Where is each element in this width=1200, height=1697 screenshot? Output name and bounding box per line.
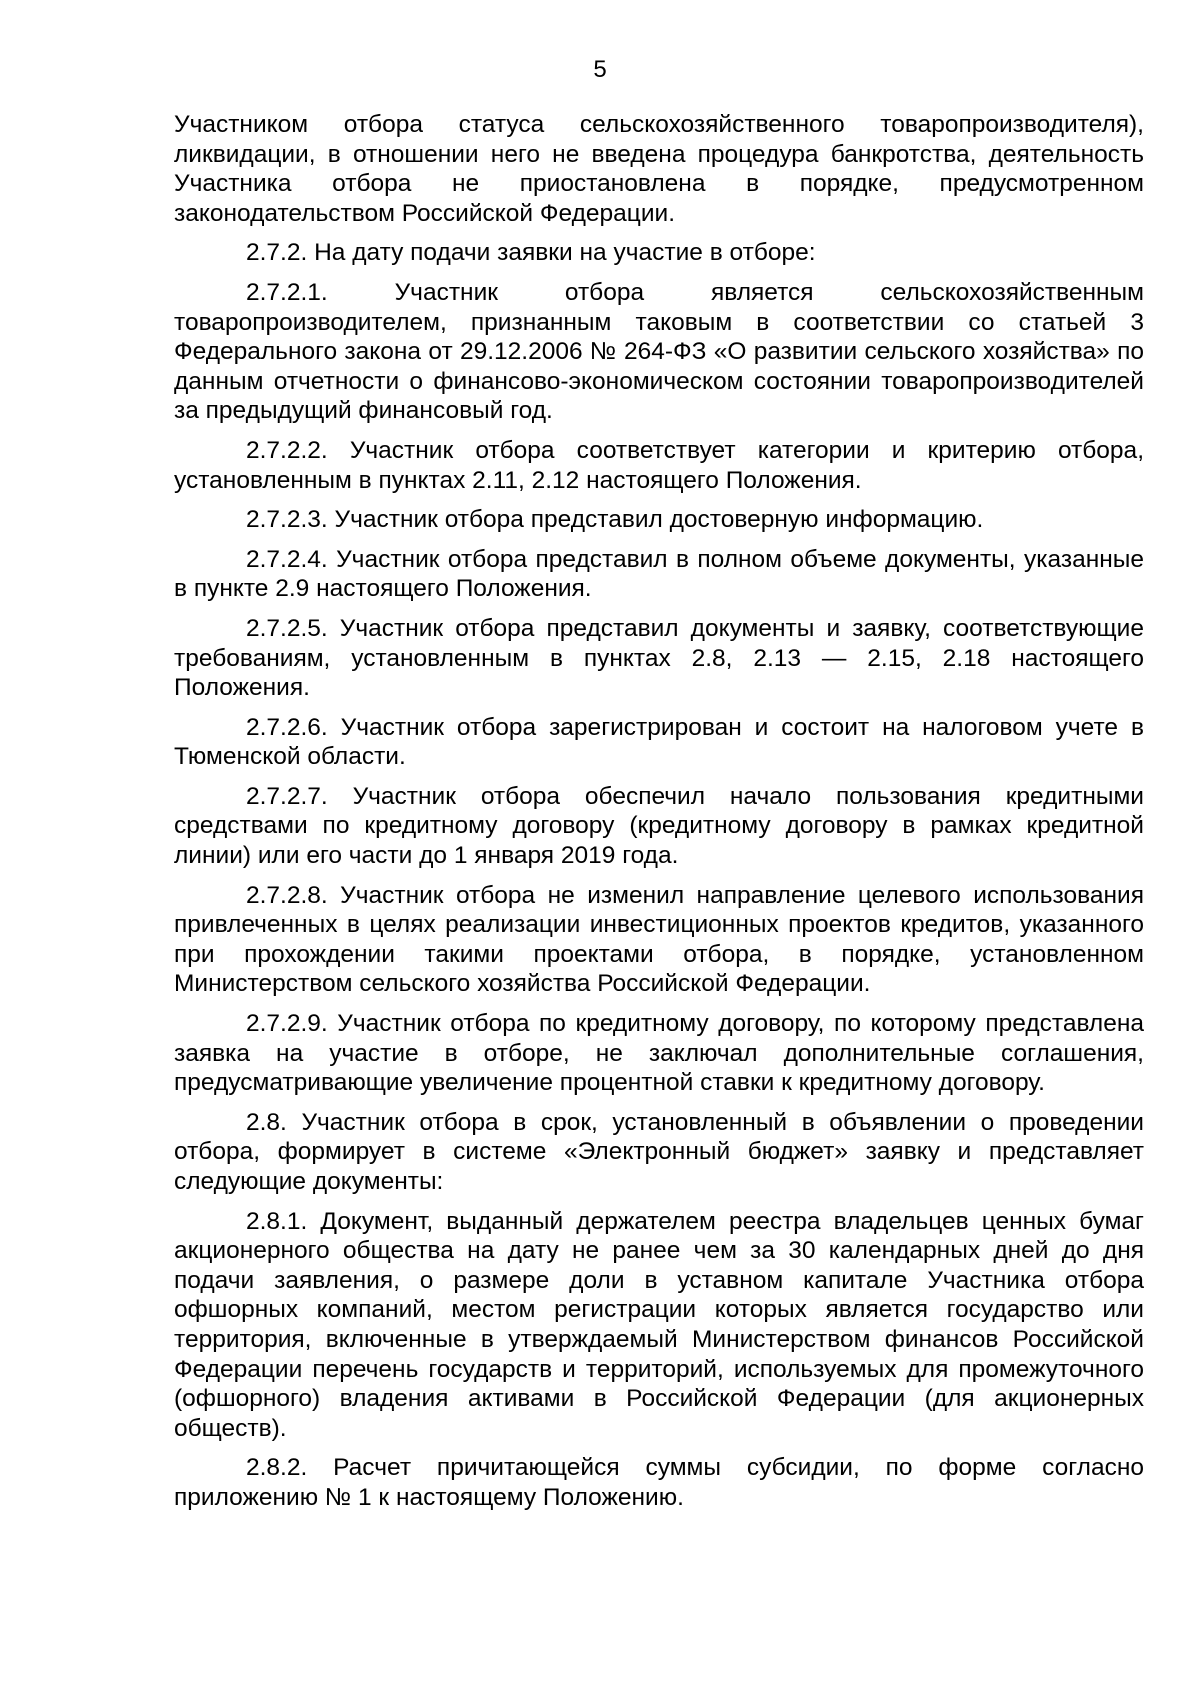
paragraph-2-7-2-5: 2.7.2.5. Участник отбора представил документы и заявку, соответствующие требованиям, установленным в пунктах 2.8, 2.13 — 2.15, 2.18 настоящего Положения. xyxy=(174,614,1144,702)
paragraph-2-7-2: 2.7.2. На дату подачи заявки на участие в отборе: xyxy=(246,239,816,267)
paragraph-2-7-2-1: 2.7.2.1. Участник отбора является сельскохозяйственным товаропроизводителем, признанным таковым в соответствии со статьей 3 Федерального закона от 29.12.2006 № 264-ФЗ «О развитии сельского хозяйства» по данным отчетности о финансово-экономическом состоянии товаропроизводителей за предыдущий финансовый год. xyxy=(174,278,1144,425)
paragraph-2-8-2: 2.8.2. Расчет причитающейся суммы субсидии, по форме согласно приложению № 1 к настоящему Положению. xyxy=(174,1454,1144,1511)
paragraph-2-7-2-3: 2.7.2.3. Участник отбора представил достоверную информацию. xyxy=(246,506,984,534)
paragraph-2-7-2-4: 2.7.2.4. Участник отбора представил в полном объеме документы, указанные в пункте 2.9 настоящего Положения. xyxy=(174,545,1144,603)
paragraph-2-7-2-8: 2.7.2.8. Участник отбора не изменил направление целевого использования привлеченных в целях реализации инвестиционных проектов кредитов, указанного при прохождении такими проектами отбора, в порядке, установленном Министерством сельского хозяйства Российской Федерации. xyxy=(174,881,1144,998)
document-body xyxy=(174,110,1144,1523)
paragraph-2-8-1: 2.8.1. Документ, выданный держателем реестра владельцев ценных бумаг акционерного общества на дату не ранее чем за 30 календарных дней до дня подачи заявления, о размере доли в уставном капитале Участника отбора офшорных компаний, местом регистрации которых является государство или территория, включенные в утверждаемый Министерством финансов Российской Федерации перечень государств и территорий, используемых для промежуточного (офшорного) владения активами в Российской Федерации (для акционерных обществ). xyxy=(174,1207,1144,1442)
paragraph-2-7-2-2: 2.7.2.2. Участник отбора соответствует категории и критерию отбора, установленным в пунктах 2.11, 2.12 настоящего Положения. xyxy=(174,436,1144,494)
paragraph-2-7-2-6: 2.7.2.6. Участник отбора зарегистрирован и состоит на налоговом учете в Тюменской области. xyxy=(174,713,1144,771)
paragraph-2-7-2-9: 2.7.2.9. Участник отбора по кредитному договору, по которому представлена заявка на участие в отборе, не заключал дополнительные соглашения, предусматривающие увеличение процентной ставки к кредитному договору. xyxy=(174,1010,1144,1097)
paragraph-continuation: Участником отбора статуса сельскохозяйственного товаропроизводителя), ликвидации, в отношении него не введена процедура банкротства, деятельность Участника отбора не приостановлена в порядке, предусмотренном законодательством Российской Федерации. xyxy=(174,111,1144,227)
paragraph-2-7-2-7: 2.7.2.7. Участник отбора обеспечил начало пользования кредитными средствами по кредитному договору (кредитному договору в рамках кредитной линии) или его части до 1 января 2019 года. xyxy=(174,782,1144,870)
page-number: 5 xyxy=(593,56,607,83)
paragraph-2-8: 2.8. Участник отбора в срок, установленный в объявлении о проведении отбора, формирует в системе «Электронный бюджет» заявку и представляет следующие документы: xyxy=(174,1108,1144,1195)
